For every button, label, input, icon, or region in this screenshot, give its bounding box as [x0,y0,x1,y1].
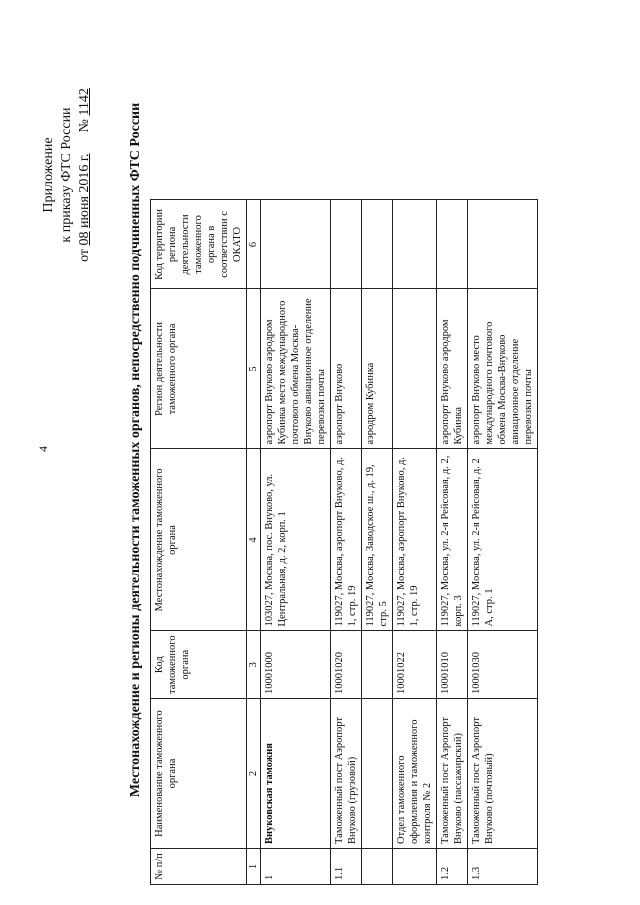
table-row [437,200,468,885]
row-num: 1.3 [468,849,538,885]
row-name [362,699,393,849]
order-date-line [76,45,94,305]
row-name: Отдел таможенного оформления и таможенного контроля № 2 [393,699,437,849]
row-code: 10001020 [331,631,362,699]
date-prefix: от [77,248,92,262]
column-number: 5 [247,289,261,449]
row-location: 103027, Москва, пос. Внуково, ул. Центральная, д. 2, корп. 1 [261,449,331,631]
date-day: 08 [77,231,92,246]
column-number-row [247,200,261,885]
row-num: 1 [261,849,331,885]
header-num: № п/п [151,849,247,885]
row-location: 119027, Москва, ул. 2-я Рейсовая, д. 2, корп. 3 [437,449,468,631]
table-row [468,200,538,885]
row-okato [468,200,538,289]
row-region [393,289,437,449]
row-region: аэропорт Внуково [331,289,362,449]
column-number: 6 [247,200,261,289]
row-code: 10001030 [468,631,538,699]
column-number: 1 [247,849,261,885]
date-month-year: июня 2016 г. [77,153,92,228]
column-number: 4 [247,449,261,631]
row-okato [331,200,362,289]
customs-table [150,199,538,885]
row-code [362,631,393,699]
row-num: 1.2 [437,849,468,885]
row-location: 119027, Москва, ул. 2-я Рейсовая, д. 2 А, стр. 1 [468,449,538,631]
table-header-row [151,200,247,885]
header-okato: Код территории региона деятельности таможенного органа в соответствии с ОКАТО [151,200,247,289]
row-okato [393,200,437,289]
appendix-label: Приложение [41,137,56,213]
header-location: Местонахождение таможенного органа [151,449,247,631]
document-title: Местонахождение и регионы деятельности таможенных органов, непосредственно подчиненных ФТС России [128,102,143,798]
page-number: 4 [36,446,50,452]
row-name: Таможенный пост Аэропорт Внуково (пассажирский) [437,699,468,849]
row-num: 1.1 [331,849,362,885]
header-code: Код таможенного органа [151,631,247,699]
table-row [261,200,331,885]
row-location: 119027, Москва, аэропорт Внуково, д. 1, стр. 19 [331,449,362,631]
row-code: 10001022 [393,631,437,699]
row-name: Таможенный пост Аэропорт Внуково (почтовый) [468,699,538,849]
order-number: 1142 [77,88,92,116]
row-num [393,849,437,885]
row-location: 119027, Москва, аэропорт Внуково, д. 1, стр. 19 [393,449,437,631]
order-reference: к приказу ФТС России [59,107,74,243]
row-code: 10001010 [437,631,468,699]
header-region: Регион деятельности таможенного органа [151,289,247,449]
appendix-block [40,45,94,305]
table-row [393,200,437,885]
row-region: аэропорт Внуково аэродром Кубинка место международного почтового обмена Москва-Внуково авиационное отделение перевозки почты [261,289,331,449]
header-name: Наименование таможенного органа [151,699,247,849]
column-number: 2 [247,699,261,849]
row-region: аэропорт Внуково аэродром Кубинка [437,289,468,449]
row-okato [362,200,393,289]
row-num [362,849,393,885]
column-number: 3 [247,631,261,699]
number-prefix: № [77,119,92,133]
row-location: 119027, Москва, Заводское ш., д. 19, стр. 5 [362,449,393,631]
row-name: Таможенный пост Аэропорт Внуково (грузовой) [331,699,362,849]
row-okato [437,200,468,289]
table-row [331,200,362,885]
row-region: аэродром Кубинка [362,289,393,449]
row-region: аэропорт Внуково место международного почтового обмена Москва-Внуково авиационное отделение перевозки почты [468,289,538,449]
row-code: 10001000 [261,631,331,699]
row-name: Внуковская таможня [261,699,331,849]
table-row [362,200,393,885]
row-okato [261,200,331,289]
